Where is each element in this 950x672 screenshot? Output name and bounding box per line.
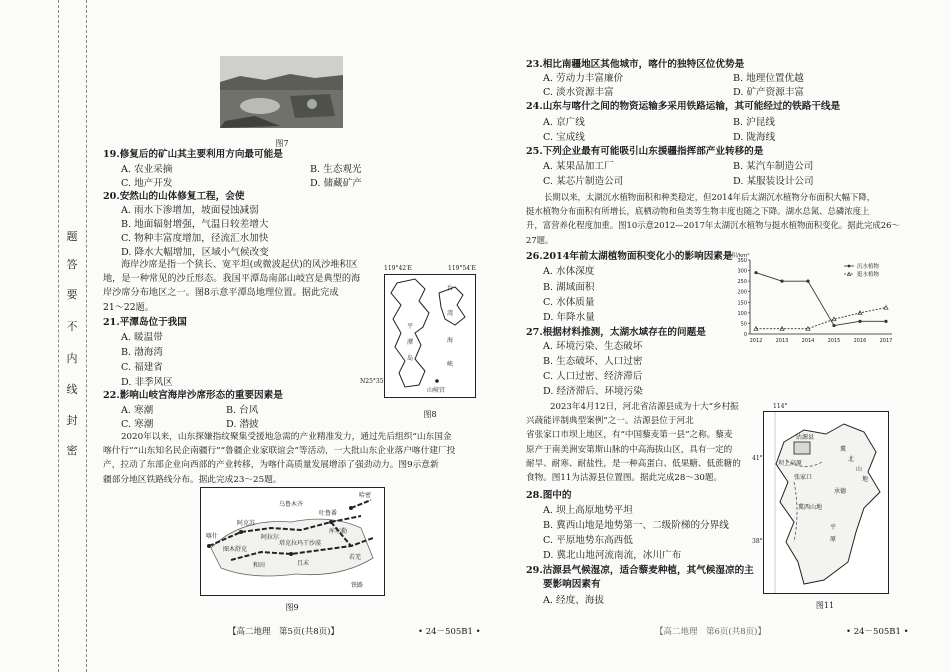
q26-option-c[interactable]: C. 水体质量 xyxy=(543,297,595,308)
y-tick-label: 0 xyxy=(743,332,747,338)
q23-option-c[interactable]: C. 淡水资源丰富 xyxy=(543,87,614,98)
q24-option-a[interactable]: A. 京广线 xyxy=(543,117,585,128)
q29-stem-cont: 要影响因素有 xyxy=(543,579,601,590)
q19-option-b[interactable]: B. 生态观光 xyxy=(310,164,362,175)
x-tick-label: 2016 xyxy=(853,338,867,344)
fig8-label: 岛 xyxy=(407,355,414,362)
q27-option-c[interactable]: C. 人口过密、经济滞后 xyxy=(543,371,643,382)
q22-option-b[interactable]: B. 台风 xyxy=(226,405,259,416)
q29-stem: 29.沽源县气候湿凉，适合藜麦种植，其气候湿凉的主 xyxy=(526,565,754,576)
data-point-1 xyxy=(832,324,835,327)
fig11-label: 地 xyxy=(862,476,869,483)
fig9-label: 图木舒克 xyxy=(223,546,248,553)
y-tick-label: 300 xyxy=(737,268,747,275)
pingtan-island-map xyxy=(385,275,475,397)
margin-char: 题 xyxy=(66,230,78,243)
fig9-label: 阿拉尔 xyxy=(261,534,280,541)
passage-line: 岸沙席分布地区之一。图8示意平潭岛地理位置。据此完成 xyxy=(103,287,339,299)
data-point-1 xyxy=(858,320,861,323)
margin-char: 答 xyxy=(66,258,78,271)
passage-line: 长期以来，太湖沉水植物面积和种类稳定，但2014年后太湖沉水植物分布面积大幅下降， xyxy=(544,192,876,202)
fig8-label: 台 xyxy=(447,285,454,292)
data-point-1 xyxy=(806,280,809,283)
quarry-photo-illustration xyxy=(220,56,343,128)
fig9-label: 吐鲁番 xyxy=(319,510,338,517)
figure-8-caption: 图8 xyxy=(423,410,437,419)
q24-option-d[interactable]: D. 陇海线 xyxy=(733,132,776,143)
fig11-label: 冀西山地 xyxy=(798,504,823,511)
q19-option-d[interactable]: D. 储藏矿产 xyxy=(310,178,362,189)
fig8-place-shanqigong: 山岐宫 xyxy=(427,387,446,394)
q29-option-a[interactable]: A. 经度、海拔 xyxy=(543,595,604,606)
passage-line: 挺水植物分布面积有所增长，底栖动物和鱼类等生物丰度也随之下降。湖水总氮、总磷浓度上 xyxy=(526,206,870,217)
fig9-label: 阿克苏 xyxy=(237,520,256,527)
q23-option-a[interactable]: A. 劳动力丰富廉价 xyxy=(543,73,624,84)
y-tick-label: 250 xyxy=(737,279,747,286)
passage-23-25 xyxy=(103,430,475,487)
q23-option-b[interactable]: B. 地理位置优越 xyxy=(733,73,804,84)
q27-option-b[interactable]: B. 生态破坏、人口过密 xyxy=(543,356,643,367)
passage-line: 27题。 xyxy=(526,234,554,245)
passage-line: 2020年以来，山东探嫌指纹聚集受援地急需的产业精准发力，通过先后组织“山东国金 xyxy=(121,432,452,442)
q25-option-a[interactable]: A. 某果品加工厂 xyxy=(543,161,614,172)
q21-stem: 21.平潭岛位于我国 xyxy=(103,317,187,328)
y-axis-label: 面积/km² xyxy=(726,253,750,259)
margin-char: 要 xyxy=(66,288,78,301)
q25-option-d[interactable]: D. 某服装设计公司 xyxy=(733,176,814,187)
margin-char: 不 xyxy=(66,320,78,333)
q20-option-c[interactable]: C. 物种丰富度增加，径流汇水加快 xyxy=(121,233,269,244)
data-point-2 xyxy=(806,327,810,331)
q22-option-c[interactable]: C. 寒潮 xyxy=(121,419,154,430)
page-code-left: • 24－505B1 • xyxy=(418,627,481,637)
passage-28-30 xyxy=(526,400,758,485)
figure-7-caption: 图7 xyxy=(275,139,289,148)
q20-option-d[interactable]: D. 降水大幅增加，区域小气候改变 xyxy=(121,247,269,258)
figure-7-photo xyxy=(220,56,343,128)
fig8-lon-right: 119°54′E xyxy=(448,265,476,272)
passage-line: 耐旱、耐寒、耐盐性，是一种高蛋白、低果糖、低蔗糖的 xyxy=(526,458,741,469)
fig11-label: 北 xyxy=(848,456,855,463)
data-point-2 xyxy=(832,317,836,321)
data-point-1 xyxy=(884,320,887,323)
passage-26-27 xyxy=(526,190,906,247)
series-line-1 xyxy=(756,273,886,326)
fig8-label: 潭 xyxy=(407,339,414,346)
fig11-label: 原 xyxy=(830,536,837,543)
q25-option-b[interactable]: B. 某汽车制造公司 xyxy=(733,161,814,172)
binding-line-inner xyxy=(86,0,87,672)
margin-char: 密 xyxy=(66,444,78,457)
q25-stem: 25.下列企业最有可能吸引山东援疆指挥部产业转移的是 xyxy=(526,146,764,157)
passage-line: 海岸沙席是指一个狭长、宽平坦(或微波起伏)的风沙堆积区 xyxy=(121,259,358,270)
y-tick-label: 100 xyxy=(737,310,747,317)
page-footer-left: 【高二地理 第5页(共8页)】 xyxy=(228,627,339,637)
q23-option-d[interactable]: D. 矿产资源丰富 xyxy=(733,87,805,98)
q26-stem: 26.2014年前太湖植物面积变化小的影响因素是 xyxy=(526,251,733,262)
q20-option-a[interactable]: A. 雨水下渗增加，坡面侵蚀减弱 xyxy=(121,205,259,216)
q26-option-d[interactable]: D. 年降水量 xyxy=(543,312,595,323)
margin-char: 封 xyxy=(66,414,78,427)
x-tick-label: 2012 xyxy=(749,338,763,344)
q21-option-b[interactable]: B. 渤海湾 xyxy=(121,347,163,358)
passage-line: 省张家口市坝上地区，有“中国藜麦第一县”之称。藜麦 xyxy=(526,430,733,441)
data-point-2 xyxy=(884,306,888,310)
fig11-label: 张家口 xyxy=(794,474,813,481)
y-tick-label: 50 xyxy=(740,321,747,328)
q27-option-d[interactable]: D. 经济滞后、环境污染 xyxy=(543,386,643,397)
fig11-lon: 114° xyxy=(773,403,788,410)
figure-9-map xyxy=(200,487,385,596)
figure-11-caption: 图11 xyxy=(815,601,835,610)
fig9-label: 喀什 xyxy=(206,533,219,540)
fig8-lat: N25°35′ xyxy=(360,378,385,385)
q23-stem: 23.相比南疆地区其他城市，喀什的独特区位优势是 xyxy=(526,59,745,70)
passage-21-22 xyxy=(103,258,378,315)
y-tick-label: 150 xyxy=(737,300,747,307)
fig8-label: 海 xyxy=(447,337,454,344)
binding-line-outer xyxy=(58,0,59,672)
passage-line: 食物。图11为沽源县位置图。据此完成28～30题。 xyxy=(526,473,723,484)
fig9-label: 和田 xyxy=(253,562,266,569)
page-code-right: • 24－505B1 • xyxy=(846,627,909,637)
fig9-label: 库尔勒 xyxy=(329,528,348,535)
figure-11-map xyxy=(763,411,889,594)
passage-line: 21～22题。 xyxy=(103,301,154,313)
passage-line: 原产于南美洲安第斯山脉的中高海拔山区，具有一定的 xyxy=(526,444,733,455)
fig9-legend-railway: 铁路 xyxy=(351,582,364,589)
fig11-place-guyuan: 沽源县 xyxy=(796,434,815,441)
fig9-label: 乌鲁木齐 xyxy=(279,501,304,508)
q19-option-c[interactable]: C. 地产开发 xyxy=(121,178,173,189)
passage-line: 兴蔬能评制典型案例”之一。沽源县位于河北 xyxy=(526,416,694,427)
q25-option-c[interactable]: C. 某芯片制造公司 xyxy=(543,176,624,187)
q21-option-c[interactable]: C. 福建省 xyxy=(121,362,163,373)
x-tick-label: 2017 xyxy=(879,338,893,344)
passage-line: 产，拉动了东部企业向西部的产业转移，为喀什高质量发展增添了强劲动力。图9示意新 xyxy=(103,460,439,471)
fig8-label: 湾 xyxy=(447,310,454,317)
x-tick-label: 2015 xyxy=(827,338,841,344)
fig8-lon-left: 119°42′E xyxy=(384,265,412,272)
y-tick-label: 200 xyxy=(737,289,747,296)
fig11-label: 承德 xyxy=(834,488,847,495)
q21-option-d[interactable]: D. 非季风区 xyxy=(121,377,173,388)
figure-8-map xyxy=(384,274,476,398)
q24-option-c[interactable]: C. 宝成线 xyxy=(543,132,585,143)
figure-9-caption: 图9 xyxy=(285,603,299,612)
passage-line: 地，是一种常见的沙丘形态。我国平潭岛南部山岐宫是典型的海 xyxy=(103,273,361,285)
fig9-label: 且末 xyxy=(297,560,310,567)
passage-line: 2023年4月12日，河北省沽源县成为十大“乡村振 xyxy=(550,402,739,412)
q19-stem: 19.修复后的矿山其主要利用方向最可能是 xyxy=(103,149,283,160)
q21-option-a[interactable]: A. 暖温带 xyxy=(121,332,163,343)
q22-option-d[interactable]: D. 潜披 xyxy=(226,419,259,430)
fig8-label: 平 xyxy=(407,323,414,330)
q28-stem: 28.图中的 xyxy=(526,490,572,501)
q27-option-a[interactable]: A. 环境污染、生态破坏 xyxy=(543,341,643,352)
legend-marker xyxy=(848,265,851,268)
q28-option-a[interactable]: A. 坝上高原地势平坦 xyxy=(543,505,633,516)
data-point-1 xyxy=(754,271,757,274)
q24-option-b[interactable]: B. 沪昆线 xyxy=(733,117,775,128)
q22-option-a[interactable]: A. 寒潮 xyxy=(121,405,154,416)
x-tick-label: 2014 xyxy=(801,338,815,344)
q20-stem: 20.安然山的山体修复工程，会使 xyxy=(103,191,245,202)
q26-option-a[interactable]: A. 水体深度 xyxy=(543,266,595,277)
q26-option-b[interactable]: B. 湖域面积 xyxy=(543,282,595,293)
q24-stem: 24.山东与喀什之间的物资运输多采用铁路运输，其可能经过的铁路干线是 xyxy=(526,101,841,112)
legend-label: 挺水植物 xyxy=(857,272,880,278)
y-tick-label: 350 xyxy=(737,258,747,264)
q27-stem: 27.根据材料推测，太湖水域存在的问题是 xyxy=(526,327,706,338)
fig9-label: 哈密 xyxy=(359,492,372,499)
legend-label: 沉水植物 xyxy=(857,264,880,270)
data-point-1 xyxy=(780,280,783,283)
fig8-label: 峡 xyxy=(447,361,454,368)
fig9-label: 若羌 xyxy=(349,554,362,561)
q28-option-c[interactable]: C. 平原地势东高西低 xyxy=(543,535,633,546)
fig11-lat1: 41° xyxy=(752,455,763,462)
margin-char: 线 xyxy=(66,383,78,396)
fig11-label: 冀 xyxy=(840,446,847,453)
q19-option-a[interactable]: A. 农业采摘 xyxy=(121,164,173,175)
q28-option-d[interactable]: D. 冀北山地河流南流，冰川广布 xyxy=(543,550,682,561)
fig11-label: 坝上高原 xyxy=(778,460,803,467)
page-footer-right: 【高二地理 第6页(共8页)】 xyxy=(655,627,766,637)
fig11-label: 平 xyxy=(830,524,837,531)
q28-option-b[interactable]: B. 冀西山地是地势第一、二级阶梯的分界线 xyxy=(543,520,729,531)
figure-10-line-chart xyxy=(724,250,914,350)
q20-option-b[interactable]: B. 地面辐射增强，气温日较差增大 xyxy=(121,219,269,230)
q22-stem: 22.影响山岐宫海岸沙席形态的重要因素是 xyxy=(103,390,283,401)
hebei-province-map xyxy=(764,412,888,593)
x-tick-label: 2013 xyxy=(775,338,789,344)
passage-line: 疆部分地区铁路线分布。据此完成23～25题。 xyxy=(103,474,282,485)
margin-char: 内 xyxy=(66,352,78,365)
fig9-label: 塔克拉玛干沙漠 xyxy=(279,540,322,547)
passage-line: 喀什行”“山东知名民企南疆行”“鲁疆企业家联谊会”等活动，一大批山东企业落户喀什建厂投 xyxy=(103,446,456,457)
series-line-2 xyxy=(756,308,886,329)
passage-line: 升，富营养化程度加重。图10示意2012—2017年太湖沉水植物与挺水植物面积变化。据此完成26～ xyxy=(526,220,900,231)
fig11-lat2: 38° xyxy=(752,538,763,545)
fig11-label: 山 xyxy=(856,466,863,473)
